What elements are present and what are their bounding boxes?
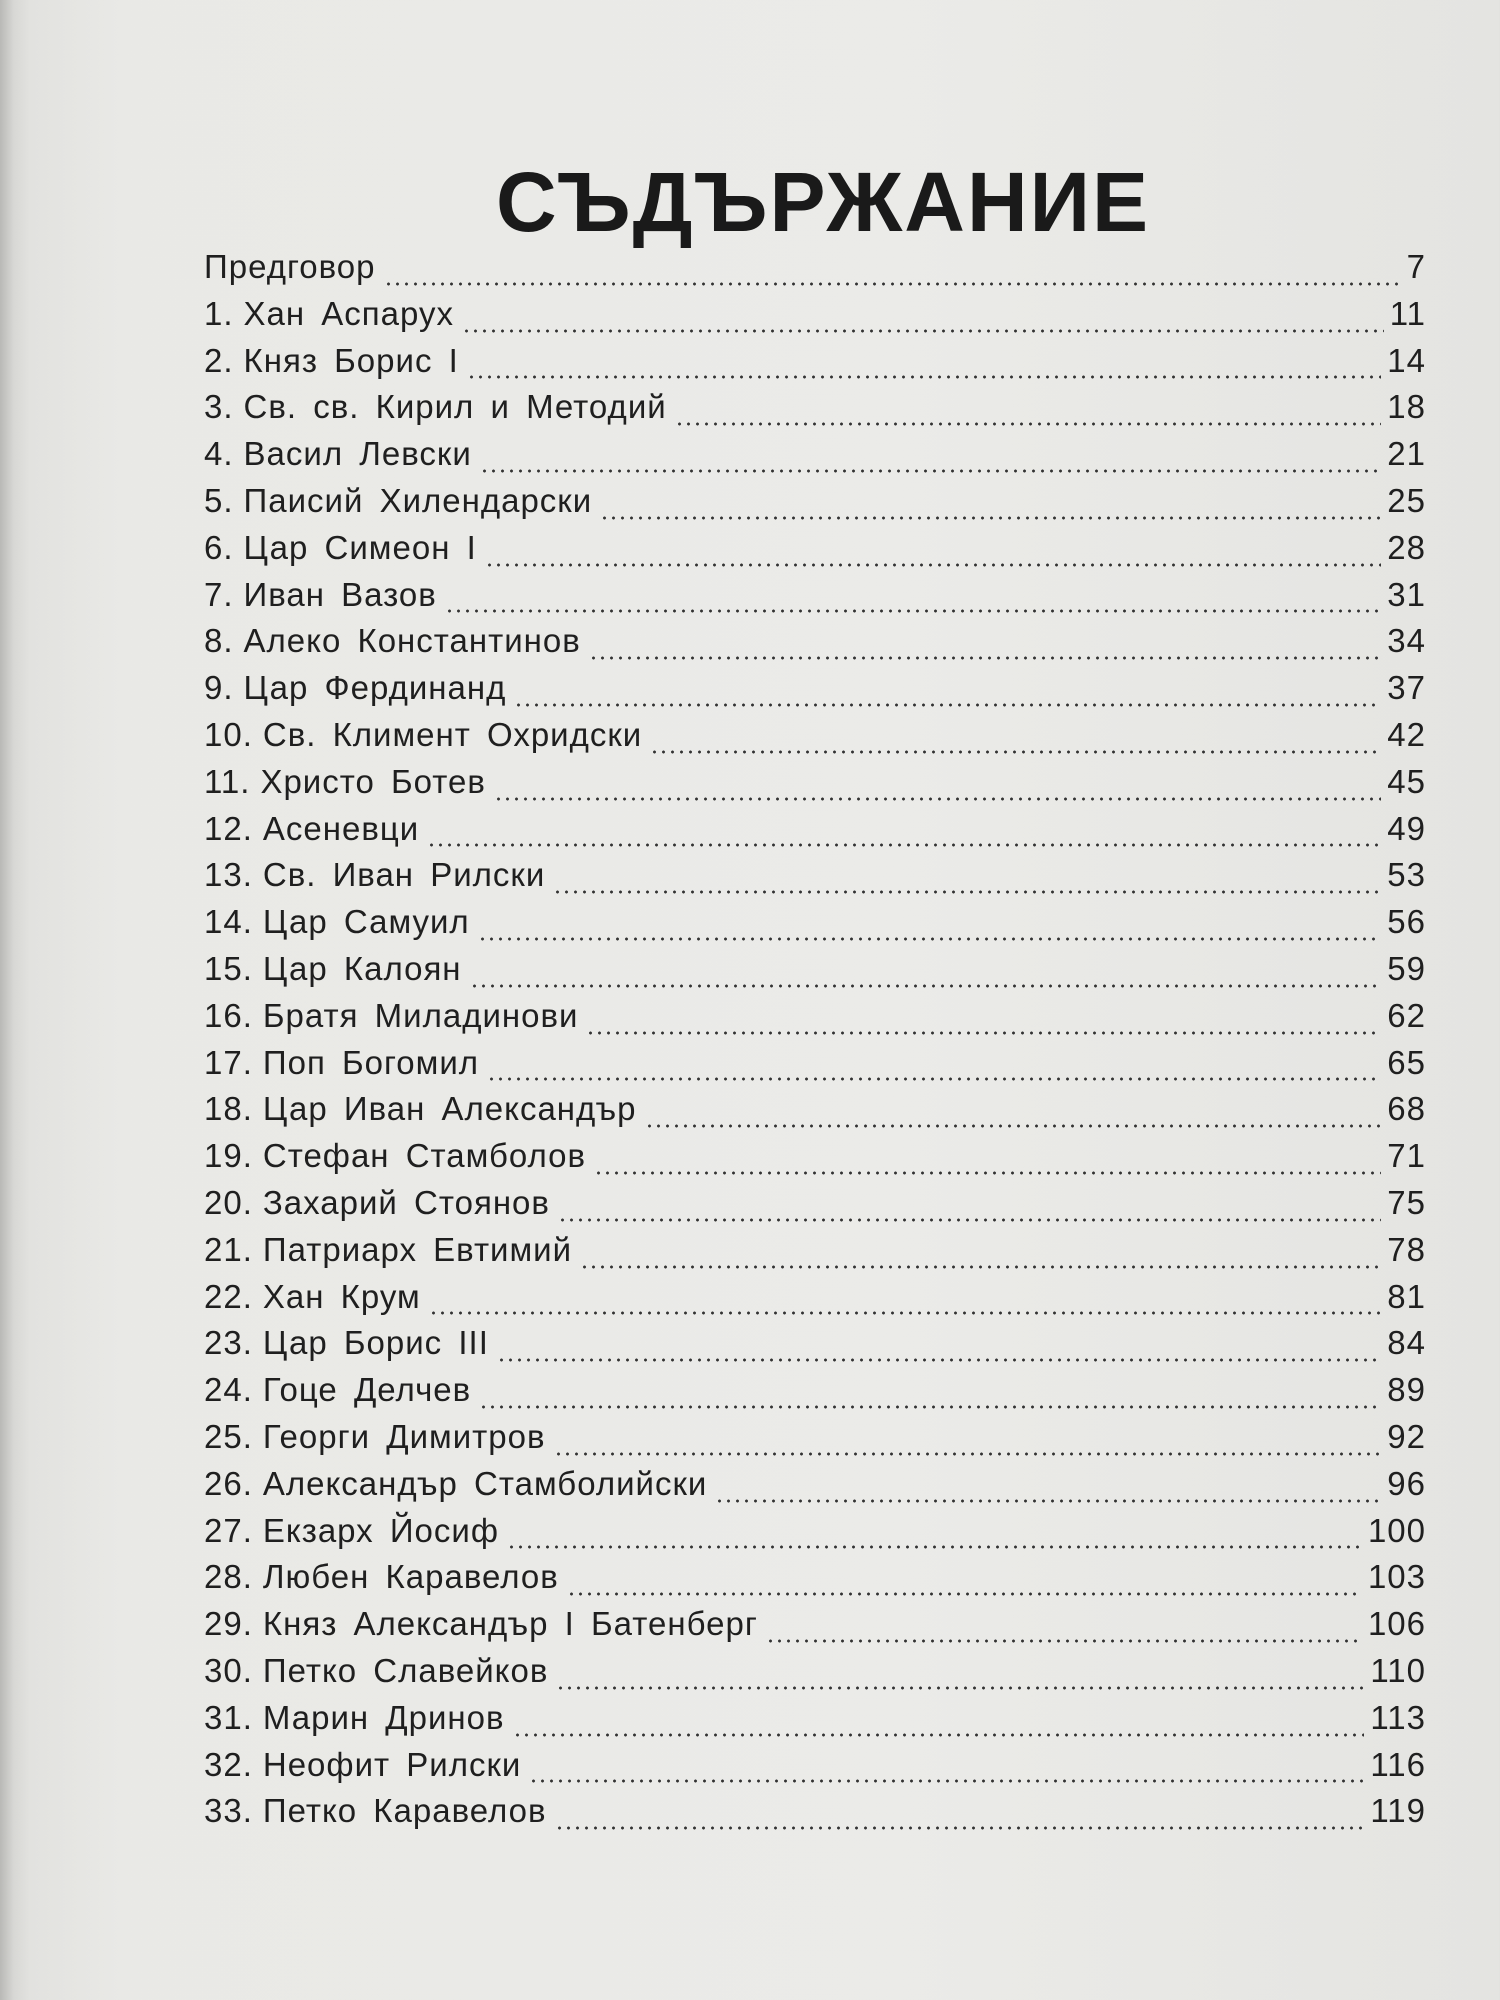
entry-title: Св. св. Кирил и Методий <box>243 388 667 426</box>
entry-title: Цар Калоян <box>262 949 462 987</box>
entry-title: Христо Ботев <box>260 762 486 800</box>
table-of-contents <box>204 248 1426 1839</box>
entry-number: 17. <box>204 1043 253 1081</box>
toc-entry <box>204 1324 1426 1371</box>
entry-title: Цар Иван Александър <box>262 1090 637 1128</box>
entry-title: Алеко Константинов <box>243 622 581 660</box>
entry-page-number: 75 <box>1387 1183 1426 1221</box>
entry-number: 15. <box>204 949 253 987</box>
dot-leader <box>462 329 1384 333</box>
dot-leader <box>485 563 1382 567</box>
toc-entry <box>204 903 1426 950</box>
entry-page-number: 49 <box>1387 809 1426 847</box>
entry-number: 28. <box>204 1558 253 1596</box>
dot-leader <box>650 750 1381 754</box>
entry-title: Стефан Стамболов <box>262 1137 586 1175</box>
entry-number: 6. <box>204 528 234 566</box>
dot-leader <box>558 1218 1381 1222</box>
dot-leader <box>513 1733 1365 1737</box>
toc-entry <box>204 1044 1426 1091</box>
entry-page-number: 119 <box>1370 1792 1426 1830</box>
entry-number: 20. <box>204 1183 253 1221</box>
entry-number: 1. <box>204 294 234 332</box>
entry-page-number: 113 <box>1370 1698 1426 1736</box>
entry-title: Захарий Стоянов <box>262 1183 550 1221</box>
entry-title: Васил Левски <box>243 435 472 473</box>
entry-number: 12. <box>204 809 253 847</box>
entry-number: 7. <box>204 575 234 613</box>
entry-title: Цар Самуил <box>262 903 470 941</box>
toc-entry <box>204 716 1426 763</box>
dot-leader <box>470 984 1382 988</box>
toc-entry <box>204 1792 1426 1839</box>
entry-page-number: 84 <box>1387 1324 1426 1362</box>
entry-title: Поп Богомил <box>262 1043 480 1081</box>
entry-page-number: 92 <box>1387 1417 1426 1455</box>
entry-number: 19. <box>204 1137 253 1175</box>
entry-title: Княз Борис I <box>243 341 459 379</box>
entry-number: 3. <box>204 388 234 426</box>
entry-number: 22. <box>204 1277 253 1315</box>
entry-page-number: 78 <box>1387 1230 1426 1268</box>
dot-leader <box>445 609 1381 613</box>
dot-leader <box>556 1686 1364 1690</box>
toc-entry <box>204 622 1426 669</box>
toc-entry <box>204 1418 1426 1465</box>
toc-entry <box>204 950 1426 997</box>
toc-entry <box>204 1465 1426 1512</box>
entry-page-number: 28 <box>1387 528 1426 566</box>
entry-number: 13. <box>204 856 253 894</box>
entry-number: 30. <box>204 1651 253 1689</box>
toc-entry <box>204 1184 1426 1231</box>
toc-entry <box>204 1278 1426 1325</box>
entry-title: Александър Стамболийски <box>262 1464 708 1502</box>
dot-leader <box>580 1265 1381 1269</box>
entry-page-number: 106 <box>1367 1605 1426 1643</box>
toc-entry <box>204 810 1426 857</box>
entry-page-number: 59 <box>1387 949 1426 987</box>
entry-page-number: 100 <box>1367 1511 1426 1549</box>
toc-entry <box>204 763 1426 810</box>
toc-entry <box>204 1512 1426 1559</box>
entry-title: Патриарх Евтимий <box>262 1230 573 1268</box>
entry-title: Цар Фердинанд <box>243 669 507 707</box>
dot-leader <box>480 469 1381 473</box>
entry-title: Хан Крум <box>262 1277 421 1315</box>
toc-entry <box>204 388 1426 435</box>
page-title: СЪДЪРЖАНИЕ <box>495 155 1151 250</box>
entry-number: 11. <box>204 762 251 800</box>
dot-leader <box>467 375 1382 379</box>
entry-number: 5. <box>204 481 234 519</box>
dot-leader <box>766 1639 1362 1643</box>
dot-leader <box>429 1311 1382 1315</box>
entry-number: 25. <box>204 1417 253 1455</box>
entry-number: 29. <box>204 1605 253 1643</box>
toc-entry <box>204 1558 1426 1605</box>
entry-page-number: 89 <box>1387 1371 1426 1409</box>
entry-title: Св. Иван Рилски <box>262 856 546 894</box>
entry-title: Цар Борис III <box>262 1324 489 1362</box>
entry-title: Петко Славейков <box>262 1651 549 1689</box>
entry-number: 24. <box>204 1371 253 1409</box>
entry-number: 9. <box>204 669 234 707</box>
entry-number: 33. <box>204 1792 253 1830</box>
dot-leader <box>645 1124 1382 1128</box>
entry-number: 21. <box>204 1230 253 1268</box>
dot-leader <box>479 1405 1381 1409</box>
entry-number: 2. <box>204 341 234 379</box>
entry-number: 18. <box>204 1090 253 1128</box>
entry-number: 32. <box>204 1745 253 1783</box>
dot-leader <box>427 843 1381 847</box>
dot-leader <box>675 422 1382 426</box>
dot-leader <box>487 1077 1381 1081</box>
entry-page-number: 18 <box>1387 388 1426 426</box>
toc-entry <box>204 576 1426 623</box>
toc-entry <box>204 1371 1426 1418</box>
entry-title: Неофит Рилски <box>262 1745 522 1783</box>
entry-page-number: 11 <box>1389 294 1426 332</box>
dot-leader <box>594 1171 1381 1175</box>
entry-page-number: 110 <box>1370 1651 1426 1689</box>
entry-number: 8. <box>204 622 234 660</box>
dot-leader <box>586 1031 1381 1035</box>
entry-page-number: 37 <box>1387 669 1426 707</box>
entry-page-number: 7 <box>1406 248 1426 285</box>
dot-leader <box>554 1452 1382 1456</box>
toc-entry <box>204 482 1426 529</box>
dot-leader <box>600 516 1381 520</box>
entry-title: Георги Димитров <box>262 1417 546 1455</box>
dot-leader <box>567 1592 1362 1596</box>
book-spine-shadow <box>0 0 14 2000</box>
entry-title: Предговор <box>204 248 376 285</box>
entry-page-number: 42 <box>1387 715 1426 753</box>
toc-entry <box>204 1699 1426 1746</box>
entry-number: 23. <box>204 1324 253 1362</box>
entry-number: 26. <box>204 1464 253 1502</box>
toc-entry <box>204 1137 1426 1184</box>
dot-leader <box>494 797 1381 801</box>
entry-page-number: 71 <box>1387 1137 1426 1175</box>
entry-title: Братя Миладинови <box>262 996 579 1034</box>
entry-page-number: 68 <box>1387 1090 1426 1128</box>
entry-title: Княз Александър I Батенберг <box>262 1605 758 1643</box>
dot-leader <box>529 1779 1364 1783</box>
entry-number: 4. <box>204 435 234 473</box>
entry-number: 14. <box>204 903 253 941</box>
entry-page-number: 53 <box>1387 856 1426 894</box>
dot-leader <box>555 1826 1365 1830</box>
toc-entry <box>204 435 1426 482</box>
entry-number: 31. <box>204 1698 253 1736</box>
entry-page-number: 96 <box>1387 1464 1426 1502</box>
entry-page-number: 25 <box>1387 481 1426 519</box>
toc-entry <box>204 997 1426 1044</box>
entry-title: Асеневци <box>262 809 420 847</box>
entry-page-number: 81 <box>1387 1277 1426 1315</box>
toc-entry <box>204 342 1426 389</box>
toc-entry <box>204 248 1426 295</box>
dot-leader <box>589 656 1382 660</box>
entry-page-number: 31 <box>1387 575 1426 613</box>
entry-page-number: 56 <box>1387 903 1426 941</box>
dot-leader <box>514 703 1381 707</box>
entry-page-number: 65 <box>1387 1043 1426 1081</box>
toc-entry <box>204 295 1426 342</box>
toc-entry <box>204 1746 1426 1793</box>
entry-page-number: 103 <box>1367 1558 1426 1596</box>
entry-title: Марин Дринов <box>262 1698 505 1736</box>
entry-page-number: 116 <box>1370 1745 1426 1783</box>
toc-entry <box>204 669 1426 716</box>
entry-title: Петко Каравелов <box>262 1792 547 1830</box>
dot-leader <box>715 1499 1381 1503</box>
dot-leader <box>507 1545 1362 1549</box>
toc-entry <box>204 856 1426 903</box>
toc-entry <box>204 1605 1426 1652</box>
entry-number: 16. <box>204 996 253 1034</box>
entry-title: Св. Климент Охридски <box>262 715 643 753</box>
entry-number: 10. <box>204 715 253 753</box>
toc-entry <box>204 1231 1426 1278</box>
entry-title: Екзарх Йосиф <box>262 1511 499 1549</box>
entry-title: Любен Каравелов <box>262 1558 559 1596</box>
entry-page-number: 34 <box>1387 622 1426 660</box>
entry-page-number: 62 <box>1387 996 1426 1034</box>
entry-title: Хан Аспарух <box>243 294 455 332</box>
dot-leader <box>384 282 1401 286</box>
entry-title: Иван Вазов <box>243 575 437 613</box>
entry-number: 27. <box>204 1511 253 1549</box>
entry-title: Цар Симеон I <box>243 528 477 566</box>
entry-title: Паисий Хилендарски <box>243 481 593 519</box>
dot-leader <box>478 937 1382 941</box>
entry-page-number: 21 <box>1387 435 1426 473</box>
toc-entry <box>204 1652 1426 1699</box>
entry-title: Гоце Делчев <box>262 1371 472 1409</box>
entry-page-number: 14 <box>1387 341 1426 379</box>
toc-entry <box>204 529 1426 576</box>
entry-page-number: 45 <box>1387 762 1426 800</box>
toc-entry <box>204 1090 1426 1137</box>
dot-leader <box>497 1358 1381 1362</box>
dot-leader <box>553 890 1381 894</box>
